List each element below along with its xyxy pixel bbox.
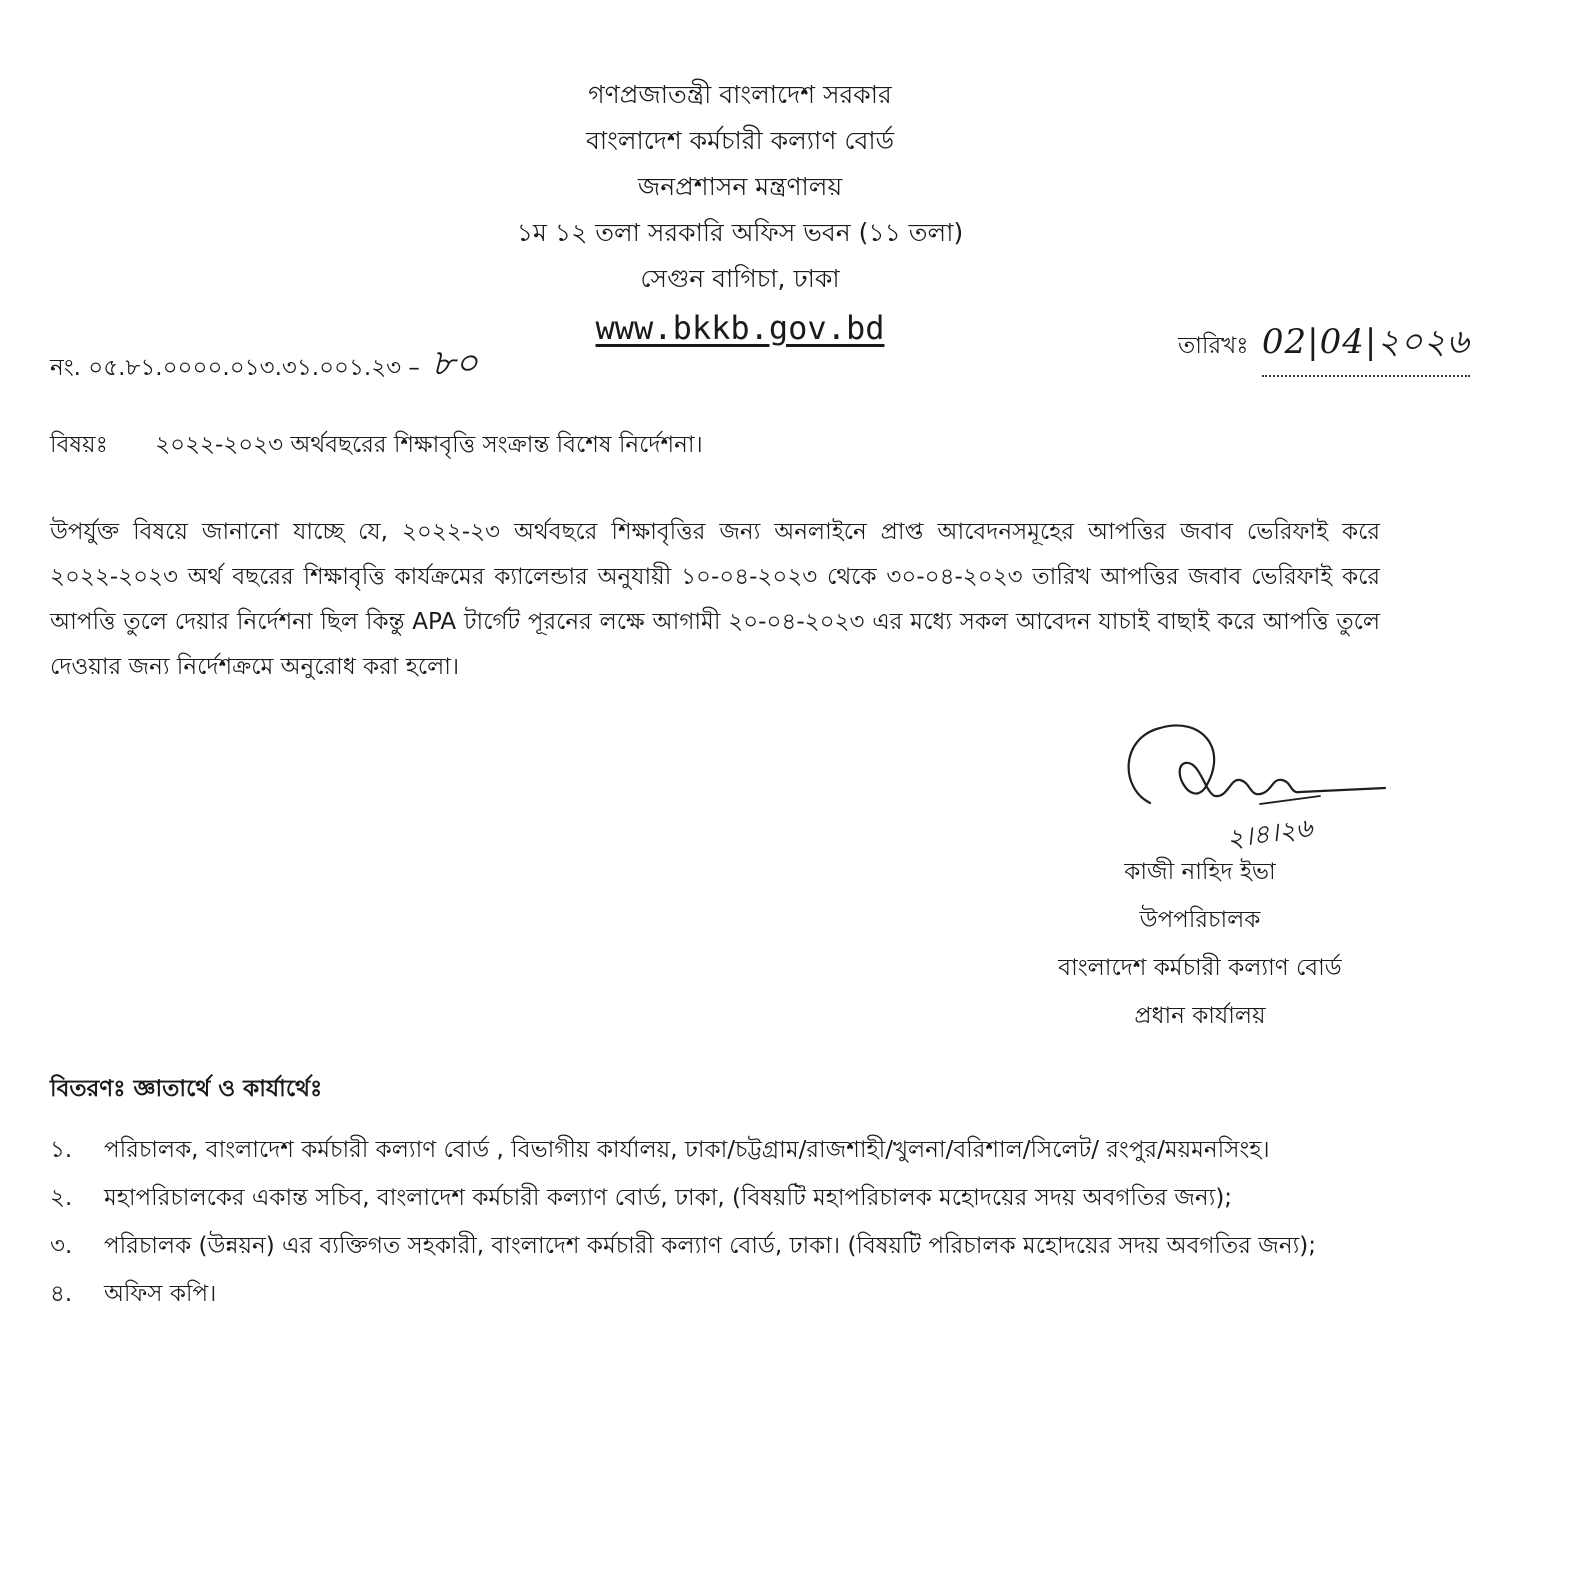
handwritten-date: 02|04|২০২৬ <box>1262 316 1470 377</box>
list-item-number: ৩. <box>50 1233 73 1259</box>
list-item-number: ২. <box>50 1185 73 1211</box>
list-item-text: পরিচালক (উন্নয়ন) এর ব্যক্তিগত সহকারী, বাংলাদেশ কর্মচারী কল্যাণ বোর্ড, ঢাকা। (বিষয়টি পরিচালক মহোদয়ের সদয় অবগতির জন্য); <box>104 1233 1316 1259</box>
list-item <box>50 1176 1470 1220</box>
list-item <box>50 1272 1470 1316</box>
date-label: তারিখঃ <box>1178 333 1249 359</box>
signatory-designation: উপপরিচালক <box>1139 907 1261 933</box>
board-name: বাংলাদেশ কর্মচারী কল্যাণ বোর্ড <box>585 126 895 155</box>
list-item <box>50 1224 1470 1268</box>
memo-handwritten-suffix: ৮০ <box>431 343 479 384</box>
subject-line <box>50 426 703 465</box>
list-item-text: মহাপরিচালকের একান্ত সচিব, বাংলাদেশ কর্মচারী কল্যাণ বোর্ড, ঢাকা, (বিষয়টি মহাপরিচালক মহোদয়ের সদয় অবগতির জন্য); <box>104 1185 1233 1211</box>
list-item-number: ৪. <box>50 1281 73 1307</box>
memo-number <box>50 336 478 396</box>
office-building: ১ম ১২ তলা সরকারি অফিস ভবন (১১ তলা) <box>516 218 964 247</box>
date-block <box>1178 316 1470 377</box>
letterhead <box>0 72 1480 352</box>
body-paragraph: উপর্যুক্ত বিষয়ে জানানো যাচ্ছে যে, ২০২২-২৩ অর্থবছরে শিক্ষাবৃত্তির জন্য অনলাইনে প্রাপ্ত আবেদনসমূহের আপত্তির জবাব ভেরিফাই করে ২০২২-২০২৩ অর্থ বছরের শিক্ষাবৃত্তি কার্যক্রমের ক্যালেন্ডার অনুযায়ী ১০-০৪-২০২৩ থেকে ৩০-০৪-২০২৩ তারিখ আপত্তির জবাব ভেরিফাই করে আপত্তি তুলে দেয়ার নির্দেশনা ছিল কিন্তু APA টার্গেট পূরনের লক্ষে আগামী ২০-০৪-২০২৩ এর মধ্যে সকল আবেদন যাচাই বাছাই করে আপত্তি তুলে দেওয়ার জন্য নির্দেশক্রমে অনুরোধ করা হলো। <box>50 519 1380 680</box>
signatory-office: প্রধান কার্যালয় <box>1134 1003 1266 1029</box>
list-item <box>50 1128 1470 1172</box>
list-item-number: ১. <box>50 1137 73 1163</box>
signatory-organization: বাংলাদেশ কর্মচারী কল্যাণ বোর্ড <box>1058 955 1342 981</box>
signature-stroke <box>1129 725 1385 803</box>
signature-date-note: ২।৪।২৬ <box>1224 813 1315 855</box>
website-link[interactable]: www.bkkb.gov.bd <box>595 309 885 347</box>
government-title: গণপ্রজাতন্ত্রী বাংলাদেশ সরকার <box>588 80 892 109</box>
subject-text: ২০২২-২০২৩ অর্থবছরের শিক্ষাবৃত্তি সংক্রান্ত বিশেষ নির্দেশনা। <box>155 432 703 458</box>
signature-underline <box>1260 796 1320 804</box>
distribution-title: বিতরণঃ জ্ঞাতার্থে ও কার্যার্থেঃ <box>50 1076 323 1102</box>
ministry-name: জনপ্রশাসন মন্ত্রণালয় <box>637 172 843 201</box>
signatory-name: কাজী নাহিদ ইভা <box>1124 859 1276 885</box>
distribution-list <box>50 1128 1470 1320</box>
list-item-text: অফিস কপি। <box>104 1281 217 1307</box>
memo-number-text: নং. ০৫.৮১.০০০০.০১৩.৩১.০০১.২৩ – <box>50 355 420 381</box>
list-item-text: পরিচালক, বাংলাদেশ কর্মচারী কল্যাণ বোর্ড , বিভাগীয় কার্যালয়, ঢাকা/চট্টগ্রাম/রাজশাহী/খুলনা/বরিশাল/সিলেট/ রংপুর/ময়মনসিংহ। <box>104 1137 1270 1163</box>
subject-label: বিষয়ঃ <box>50 432 108 458</box>
office-location: সেগুন বাগিচা, ঢাকা <box>640 264 840 293</box>
signatory-block <box>1000 848 1400 1040</box>
